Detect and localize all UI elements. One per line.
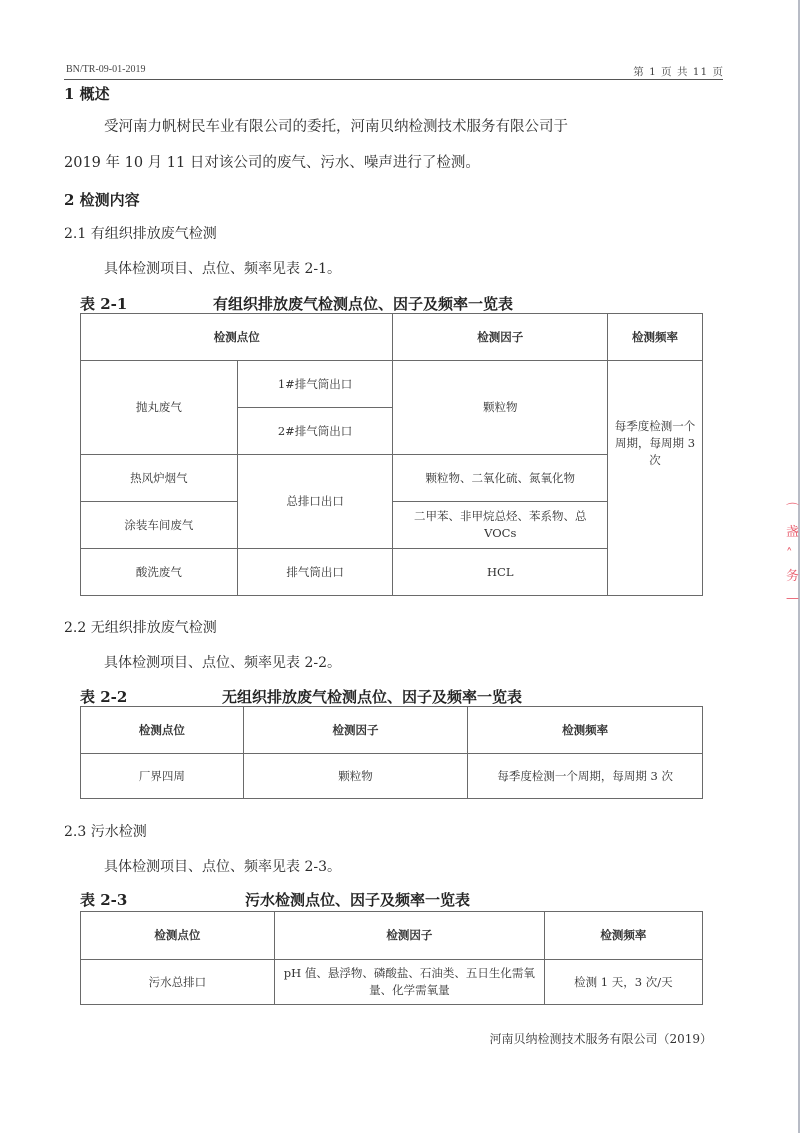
table-cell: 抛丸废气 [81,361,238,455]
section-2-title: 2 检测内容 [64,191,140,209]
table-cell: 污水总排口 [81,960,275,1005]
table-2-2 [80,706,703,799]
section-2-2-title: 2.2 无组织排放废气检测 [64,620,217,636]
table-cell: 颗粒物 [243,754,468,799]
table-cell: 酸洗废气 [81,549,238,596]
section-2-2-text: 具体检测项目、点位、频率见表 2-2。 [104,655,341,671]
table-cell: 颗粒物 [393,361,608,455]
red-seal-stamp-fragment: ⌒ 盏 ˄ 务 — [786,503,800,606]
table-cell: HCL [393,549,608,596]
section-1-title: 1 概述 [64,85,110,103]
header-point: 检测点位 [81,707,244,754]
table-cell: 检测 1 天，3 次/天 [544,960,702,1005]
table-cell: 2#排气筒出口 [237,408,393,455]
header-factor: 检测因子 [243,707,468,754]
intro-line-2: 2019 年 10 月 11 日对该公司的废气、污水、噪声进行了检测。 [64,155,480,171]
table-cell: 厂界四周 [81,754,244,799]
section-2-3-text: 具体检测项目、点位、频率见表 2-3。 [104,859,341,875]
page-info: 第 1 页 共 11 页 [633,66,724,78]
table-2-1-title: 有组织排放废气检测点位、因子及频率一览表 [213,295,514,313]
section-2-1-title: 2.1 有组织排放废气检测 [64,226,217,242]
header-factor: 检测因子 [393,314,608,361]
table-cell: 涂装车间废气 [81,502,238,549]
table-cell-frequency [608,361,703,596]
table-2-3-label: 表 2-3 [80,891,128,909]
header-factor: 检测因子 [274,912,544,960]
table-2-1-label: 表 2-1 [80,295,128,313]
table-2-2-title: 无组织排放废气检测点位、因子及频率一览表 [222,688,523,706]
table-2-1 [80,313,703,596]
table-cell: pH 值、悬浮物、磷酸盐、石油类、五日生化需氧量、化学需氧量 [274,960,544,1005]
header-frequency: 检测频率 [468,707,703,754]
table-cell: 二甲苯、非甲烷总烃、苯系物、总 VOCs [393,502,608,549]
table-cell: 颗粒物、二氧化硫、氮氧化物 [393,455,608,502]
table-cell: 每季度检测一个周期，每周期 3 次 [468,754,703,799]
header-frequency: 检测频率 [608,314,703,361]
header-point: 检测点位 [81,912,275,960]
table-2-3 [80,911,703,1005]
table-cell: 排气筒出口 [237,549,393,596]
header-divider [64,79,723,80]
section-2-3-title: 2.3 污水检测 [64,824,147,840]
table-2-3-title: 污水检测点位、因子及频率一览表 [245,891,471,909]
doc-code: BN/TR-09-01-2019 [66,64,146,75]
section-2-1-text: 具体检测项目、点位、频率见表 2-1。 [104,261,341,277]
table-cell: 总排口出口 [237,455,393,549]
footer-company: 河南贝纳检测技术服务有限公司（2019） [489,1032,712,1046]
table-cell: 热风炉烟气 [81,455,238,502]
table-2-2-label: 表 2-2 [80,688,128,706]
table-cell: 1#排气筒出口 [237,361,393,408]
header-frequency: 检测频率 [544,912,702,960]
header-point: 检测点位 [81,314,393,361]
frequency-text: 每季度检测一个周期，每周期 3 次 [614,419,696,467]
intro-line-1: 受河南力帆树民车业有限公司的委托，河南贝纳检测技术服务有限公司于 [104,119,568,135]
